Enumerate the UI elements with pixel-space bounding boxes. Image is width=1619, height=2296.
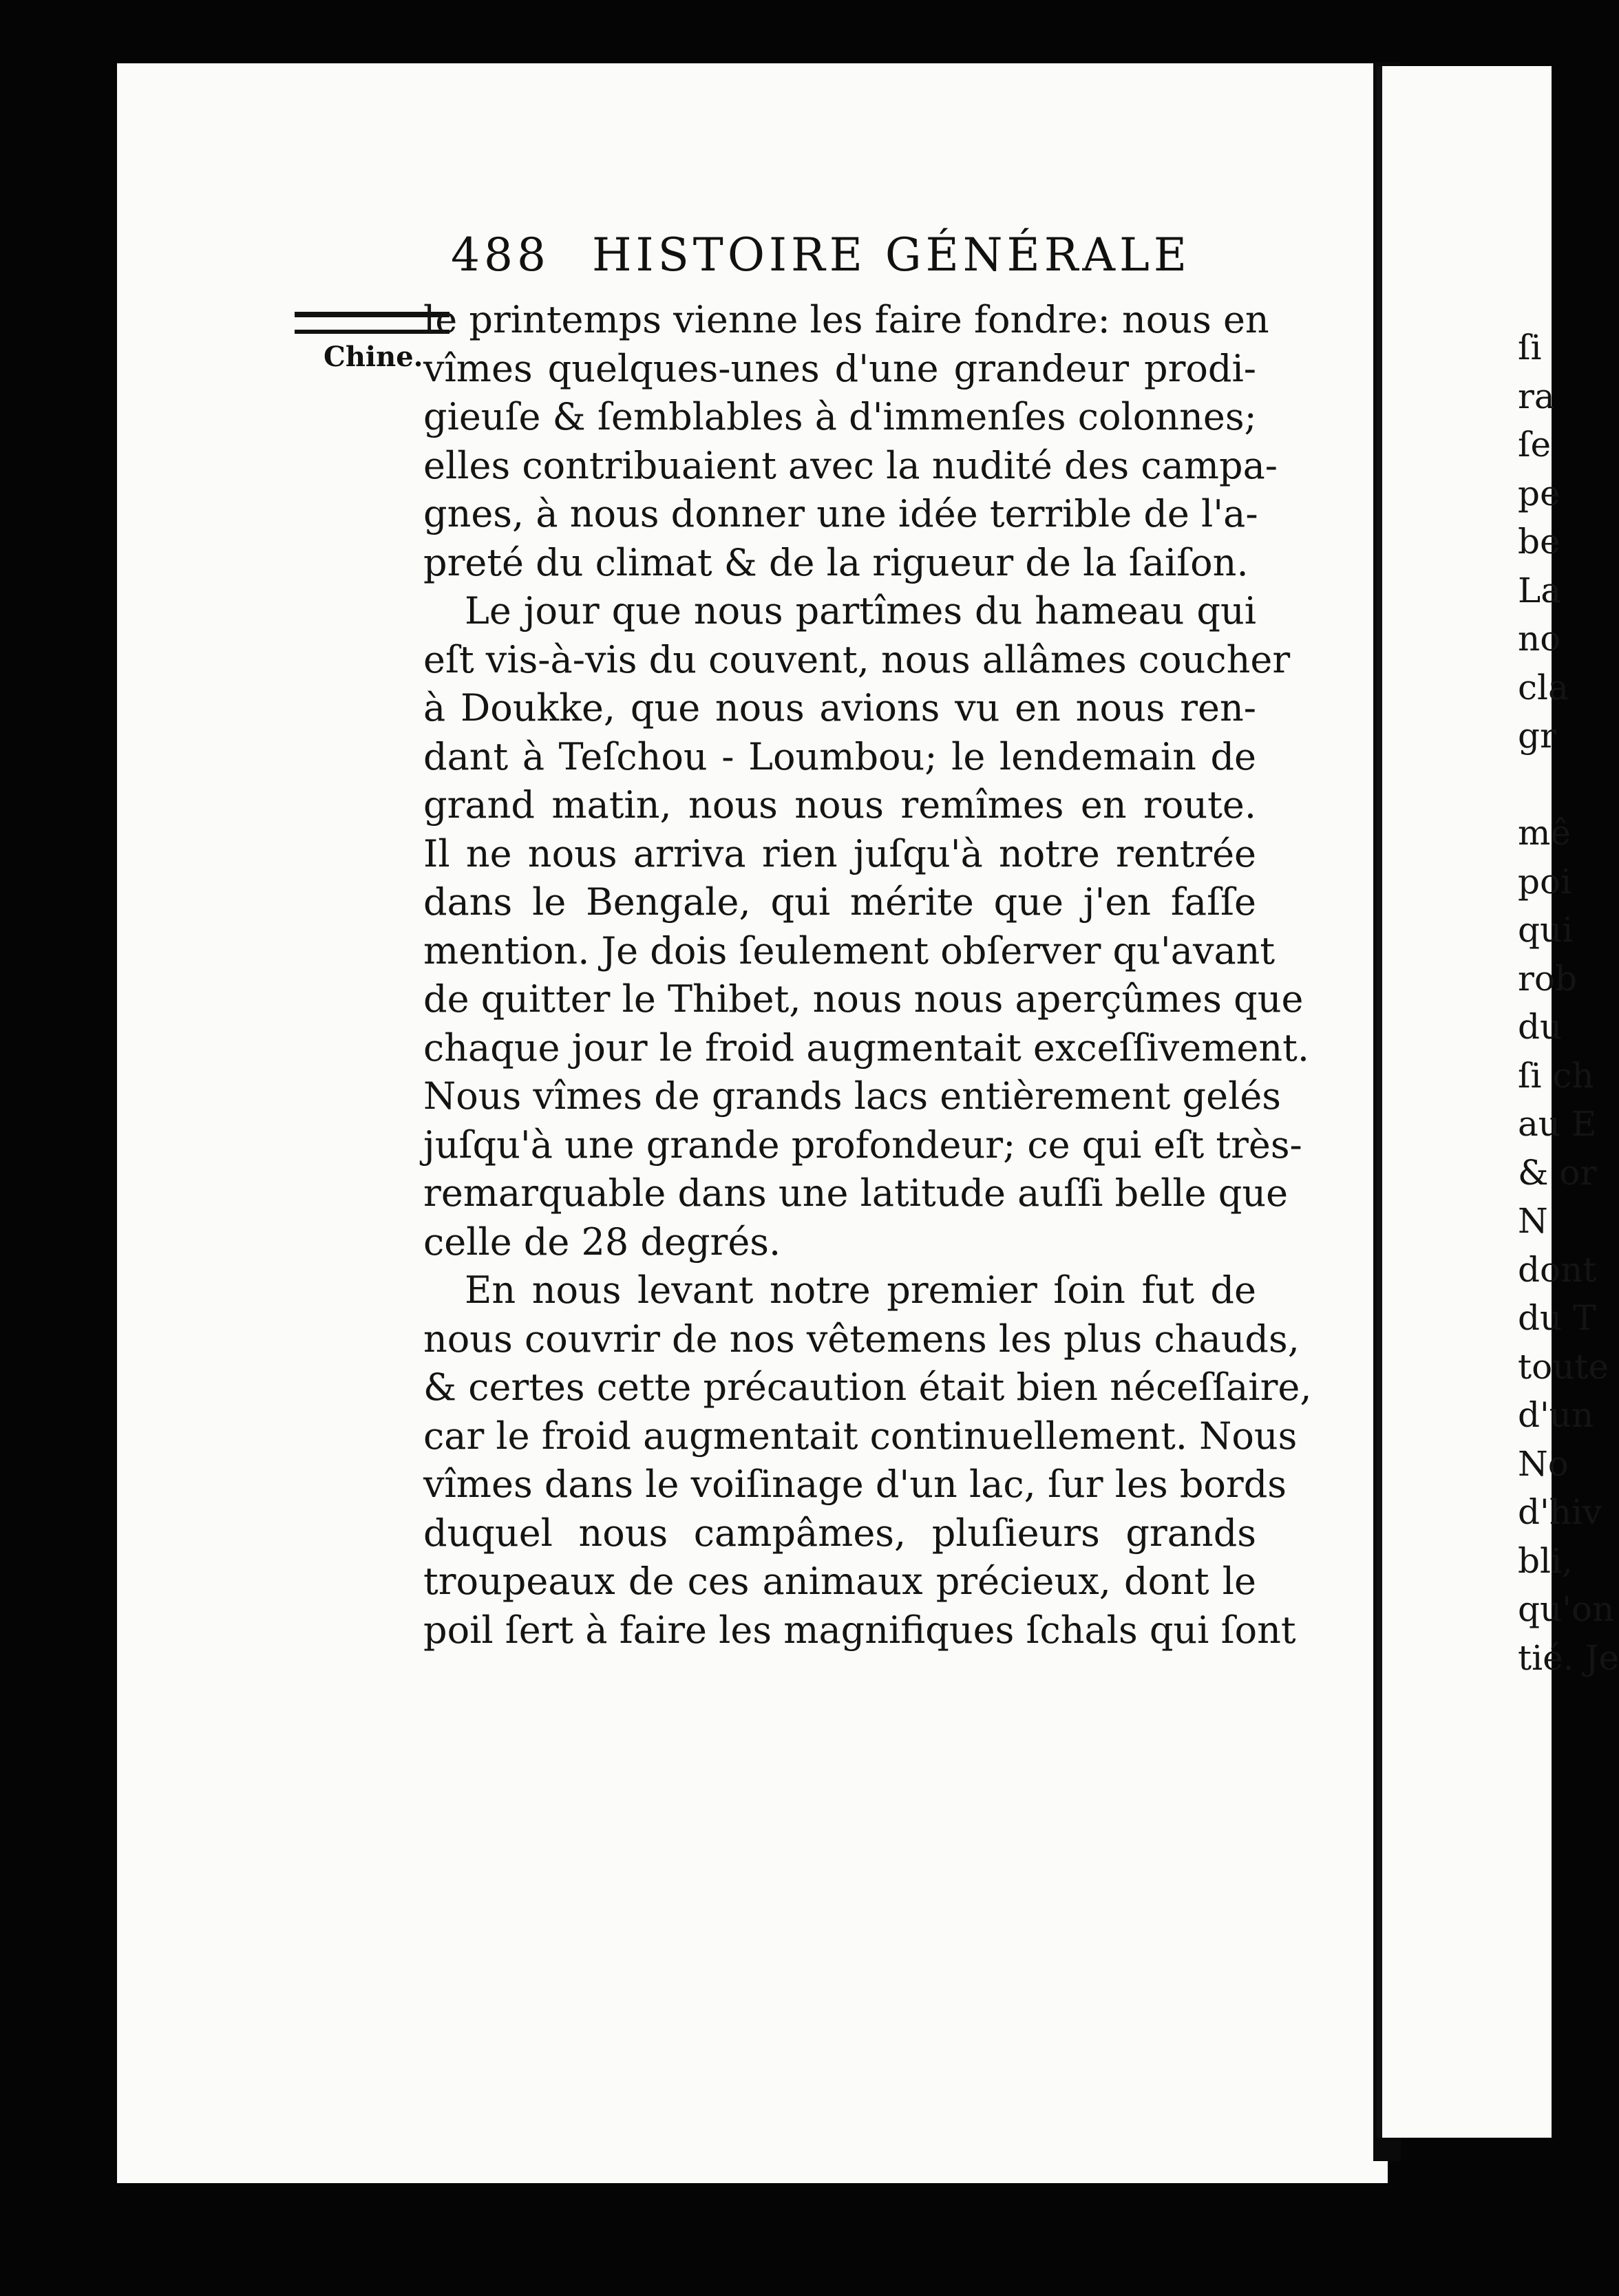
text-line: chaque jour le froid augmentait exceſſivement. — [423, 1025, 1310, 1070]
text-line: Il ne nous arriva rien juſqu'à notre rentrée — [423, 831, 1256, 875]
text-line: Le jour que nous partîmes du hameau qui — [465, 589, 1256, 633]
right-fragment: qu'on — [1518, 1589, 1615, 1629]
text-line: grand matin, nous nous remîmes en route. — [423, 783, 1256, 827]
right-fragment: & or — [1518, 1152, 1597, 1193]
text-line: eſt vis-à-vis du couvent, nous allâmes coucher — [423, 637, 1291, 681]
text-line: vîmes dans le voiſinage d'un lac, ſur les bords — [423, 1463, 1287, 1506]
right-fragment: ſe — [1518, 425, 1552, 465]
right-fragment: pe — [1518, 473, 1560, 513]
margin-note: Chine. — [324, 341, 423, 373]
right-fragment: bli, — [1518, 1540, 1573, 1581]
text-line: juſqu'à une grande profondeur; ce qui eſt très- — [423, 1123, 1302, 1167]
text-line: troupeaux de ces animaux précieux, dont le — [423, 1560, 1256, 1603]
text-line: gieuſe & ſemblables à d'immenſes colonnes; — [423, 395, 1257, 438]
text-line: vîmes quelques-unes d'une grandeur prodi- — [423, 346, 1256, 390]
text-line: Nous vîmes de grands lacs entièrement gelés — [423, 1074, 1282, 1118]
text-line: nous couvrir de nos vêtemens les plus chauds, — [423, 1317, 1300, 1361]
right-fragment: mê — [1518, 813, 1572, 853]
text-line: gnes, à nous donner une idée terrible de l'a- — [423, 492, 1258, 535]
right-fragment: ſi — [1518, 328, 1542, 368]
running-title: HISTOIRE GÉNÉRALE — [591, 228, 1192, 281]
text-line: poil ſert à faire les magnifiques ſchals qui ſont — [423, 1608, 1296, 1652]
right-fragment: d'hiv — [1518, 1492, 1602, 1532]
right-fragment: poi — [1518, 861, 1572, 902]
page-number: 488 — [451, 228, 550, 281]
running-header — [451, 228, 1208, 290]
right-fragment: ra — [1518, 376, 1555, 416]
text-line: remarquable dans une latitude auſſi belle que — [423, 1171, 1289, 1215]
text-line: dans le Bengale, qui mérite que j'en faſſe — [423, 880, 1256, 924]
text-line: à Doukke, que nous avions vu en nous ren- — [423, 686, 1256, 730]
right-fragment: ſi ch — [1518, 1055, 1594, 1096]
text-line: le printemps vienne les faire fondre: nous en — [423, 298, 1269, 341]
right-fragment: au E — [1518, 1104, 1597, 1144]
text-line: & certes cette précaution était bien néceſſaire, — [423, 1365, 1312, 1409]
right-fragment: gr — [1518, 716, 1556, 756]
right-fragment: tié. Je — [1518, 1637, 1619, 1678]
right-fragment: du T — [1518, 1298, 1596, 1338]
body-text — [423, 296, 1312, 1655]
text-line: car le froid augmentait continuellement. Nous — [423, 1414, 1298, 1458]
right-fragment: toute — [1518, 1346, 1609, 1387]
text-line: dant à Teſchou - Loumbou; le lendemain de — [423, 734, 1256, 778]
text-line: mention. Je dois ſeulement obſerver qu'avant — [423, 928, 1276, 972]
text-line: de quitter le Thibet, nous nous aperçûmes que — [423, 977, 1304, 1021]
right-fragment: du — [1518, 1007, 1563, 1047]
text-line: duquel nous campâmes, pluſieurs grands — [423, 1511, 1256, 1555]
right-fragment: no — [1518, 619, 1561, 659]
text-line: En nous levant notre premier ſoin fut de — [465, 1268, 1256, 1312]
right-fragment: qui — [1518, 910, 1574, 950]
text-line: elles contribuaient avec la nudité des campa- — [423, 443, 1278, 487]
right-fragment — [1518, 761, 1559, 809]
right-fragment: d'un — [1518, 1395, 1594, 1435]
right-fragment: dont — [1518, 1249, 1597, 1290]
text-line: celle de 28 degrés. — [423, 1220, 781, 1264]
right-fragment: rob — [1518, 958, 1578, 999]
right-page-fragments — [1518, 323, 1619, 1682]
right-fragment: No — [1518, 1443, 1569, 1484]
text-line: preté du climat & de la rigueur de la ſaiſon. — [423, 540, 1249, 584]
right-fragment: be — [1518, 522, 1560, 562]
right-fragment: cla — [1518, 667, 1569, 708]
right-fragment: N — [1518, 1201, 1548, 1241]
right-fragment: La — [1518, 570, 1562, 610]
